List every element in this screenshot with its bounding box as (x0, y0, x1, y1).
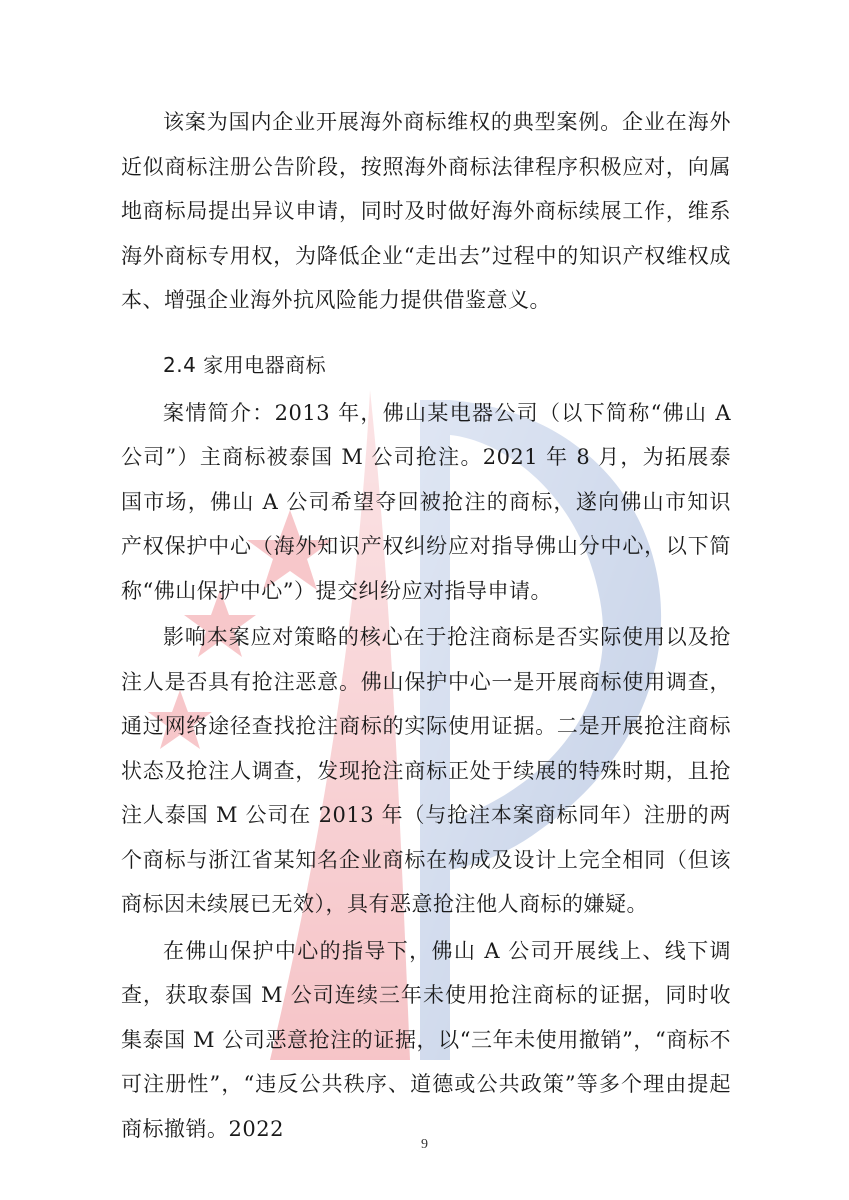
section-heading: 2.4 家用电器商标 (163, 352, 327, 377)
strategy-paragraph: 影响本案应对策略的核心在于抢注商标是否实际使用以及抢注人是否具有抢注恶意。佛山保护中心一是开展商标使用调查，通过网络途径查找抢注商标的实际使用证据。二是开展抢注商标状态及抢注人调查，发现抢注商标正处于续展的特殊时期，且抢注人泰国 M 公司在 2013 年（与抢注本案商标同年）注册的两个商标与浙江省某知名企业商标在构成及设计上完全相同（但该商标因未续展已无效），具有恶意抢注他人商标的嫌疑。 (121, 625, 731, 916)
document-page (121, 100, 731, 1151)
intro-paragraph: 该案为国内企业开展海外商标维权的典型案例。企业在海外近似商标注册公告阶段，按照海外商标法律程序积极应对，向属地商标局提出异议申请，同时及时做好海外商标续展工作，维系海外商标专用权，为降低企业“走出去”过程中的知识产权维权成本、增强企业海外抗风险能力提供借鉴意义。 (121, 110, 731, 312)
page-number: 9 (421, 1137, 428, 1152)
case-summary-paragraph: 案情简介：2013 年，佛山某电器公司（以下简称“佛山 A 公司”）主商标被泰国 M 公司抢注。2021 年 8 月，为拓展泰国市场，佛山 A 公司希望夺回被抢注的商标，遂向佛山市知识产权保护中心（海外知识产权纠纷应对指导佛山分中心，以下简称“佛山保护中心”）提交纠纷应对指导申请。 (121, 400, 731, 603)
action-paragraph: 在佛山保护中心的指导下，佛山 A 公司开展线上、线下调查，获取泰国 M 公司连续三年未使用抢注商标的证据，同时收集泰国 M 公司恶意抢注的证据，以“三年未使用撤销”，“商标不可注册性”，“违反公共秩序、道德或公共政策”等多个理由提起商标撤销。2022 (121, 938, 731, 1141)
